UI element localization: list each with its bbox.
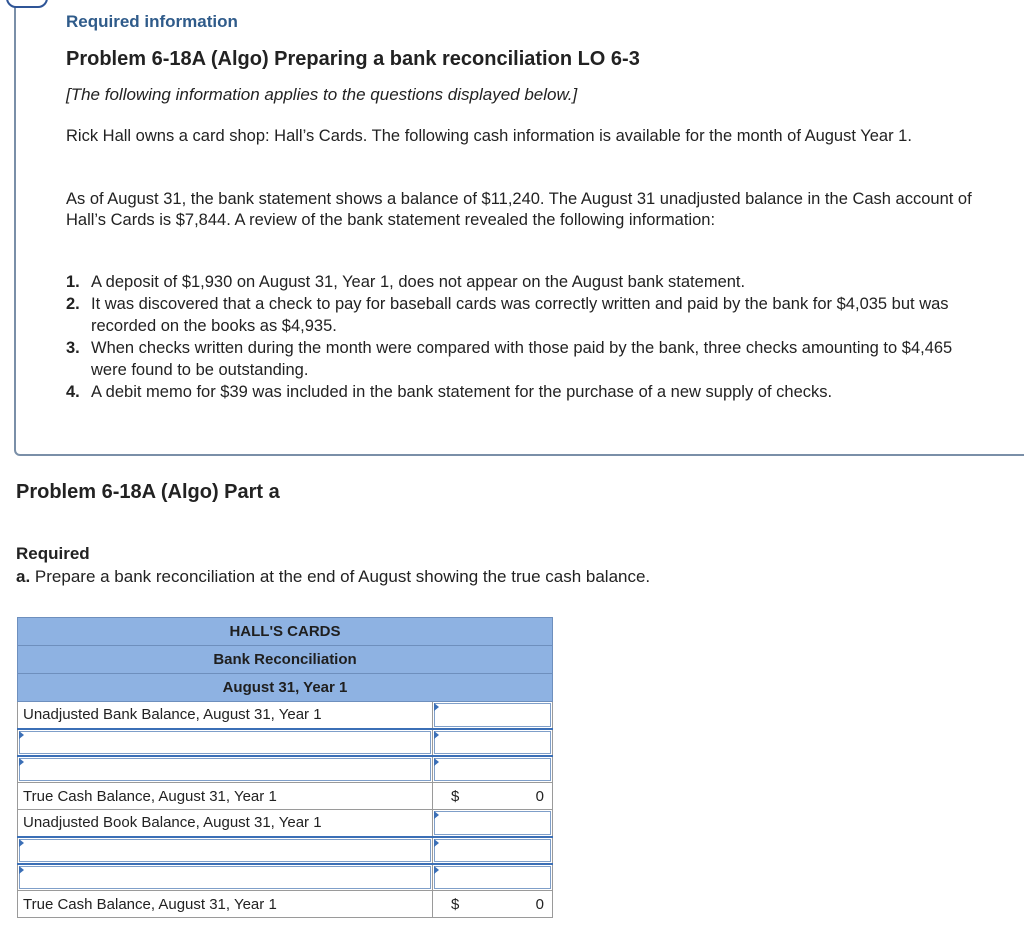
book-adjustment-label-input-2[interactable] <box>18 864 433 891</box>
table-row <box>18 729 553 756</box>
statement-date: August 31, Year 1 <box>18 674 553 702</box>
table-row <box>18 783 553 810</box>
required-information-label: Required information <box>66 12 238 31</box>
table-row <box>18 864 553 891</box>
bank-adjustment-amount-input-2[interactable] <box>433 756 553 783</box>
table-row <box>18 756 553 783</box>
book-adjustment-amount-input-1[interactable] <box>433 837 553 864</box>
applies-note: [The following information applies to the questions displayed below.] <box>66 85 578 104</box>
part-title: Problem 6-18A (Algo) Part a <box>16 481 280 503</box>
information-list <box>66 271 966 403</box>
bank-adjustment-label-input-1[interactable] <box>18 729 433 756</box>
true-cash-total-book: $ 0 <box>433 891 553 918</box>
required-heading: Required <box>16 544 90 563</box>
required-instruction: a. Prepare a bank reconciliation at the end of August showing the true cash balance. <box>16 567 651 586</box>
intro-paragraph-2: As of August 31, the bank statement shows a balance of $11,240. The August 31 unadjusted balance in the Cash account of Hall’s Cards is $7,844. A review of the bank statement revealed the following information: <box>66 190 972 229</box>
table-row <box>18 702 553 729</box>
statement-name: Bank Reconciliation <box>18 646 553 674</box>
table-row <box>18 837 553 864</box>
intro-paragraph-1: Rick Hall owns a card shop: Hall’s Cards. The following cash information is available for the month of August Year 1. <box>66 127 912 145</box>
bank-reconciliation-table <box>17 617 553 918</box>
unadjusted-book-label: Unadjusted Book Balance, August 31, Year 1 <box>18 810 433 837</box>
list-item: 1. A deposit of $1,930 on August 31, Year 1, does not appear on the August bank statement. <box>66 273 746 291</box>
bank-adjustment-label-input-2[interactable] <box>18 756 433 783</box>
unadjusted-bank-amount-input[interactable] <box>433 702 553 729</box>
true-cash-label-book: True Cash Balance, August 31, Year 1 <box>18 891 433 918</box>
list-item: 2. It was discovered that a check to pay for baseball cards was correctly written and paid by the bank for $4,035 but was recorded on the books as $4,935. <box>66 295 949 335</box>
company-name: HALL'S CARDS <box>18 618 553 646</box>
bank-adjustment-amount-input-1[interactable] <box>433 729 553 756</box>
book-adjustment-amount-input-2[interactable] <box>433 864 553 891</box>
problem-title: Problem 6-18A (Algo) Preparing a bank reconciliation LO 6-3 <box>66 48 640 70</box>
true-cash-label-bank: True Cash Balance, August 31, Year 1 <box>18 783 433 810</box>
book-adjustment-label-input-1[interactable] <box>18 837 433 864</box>
unadjusted-bank-label: Unadjusted Bank Balance, August 31, Year 1 <box>18 702 433 729</box>
list-item: 3. When checks written during the month were compared with those paid by the bank, three checks amounting to $4,465 were found to be outstanding. <box>66 339 953 379</box>
unadjusted-book-amount-input[interactable] <box>433 810 553 837</box>
panel-marker <box>6 0 48 8</box>
true-cash-total-bank: $ 0 <box>433 783 553 810</box>
list-item: 4. A debit memo for $39 was included in the bank statement for the purchase of a new supply of checks. <box>66 383 833 401</box>
table-row <box>18 810 553 837</box>
table-row <box>18 891 553 918</box>
